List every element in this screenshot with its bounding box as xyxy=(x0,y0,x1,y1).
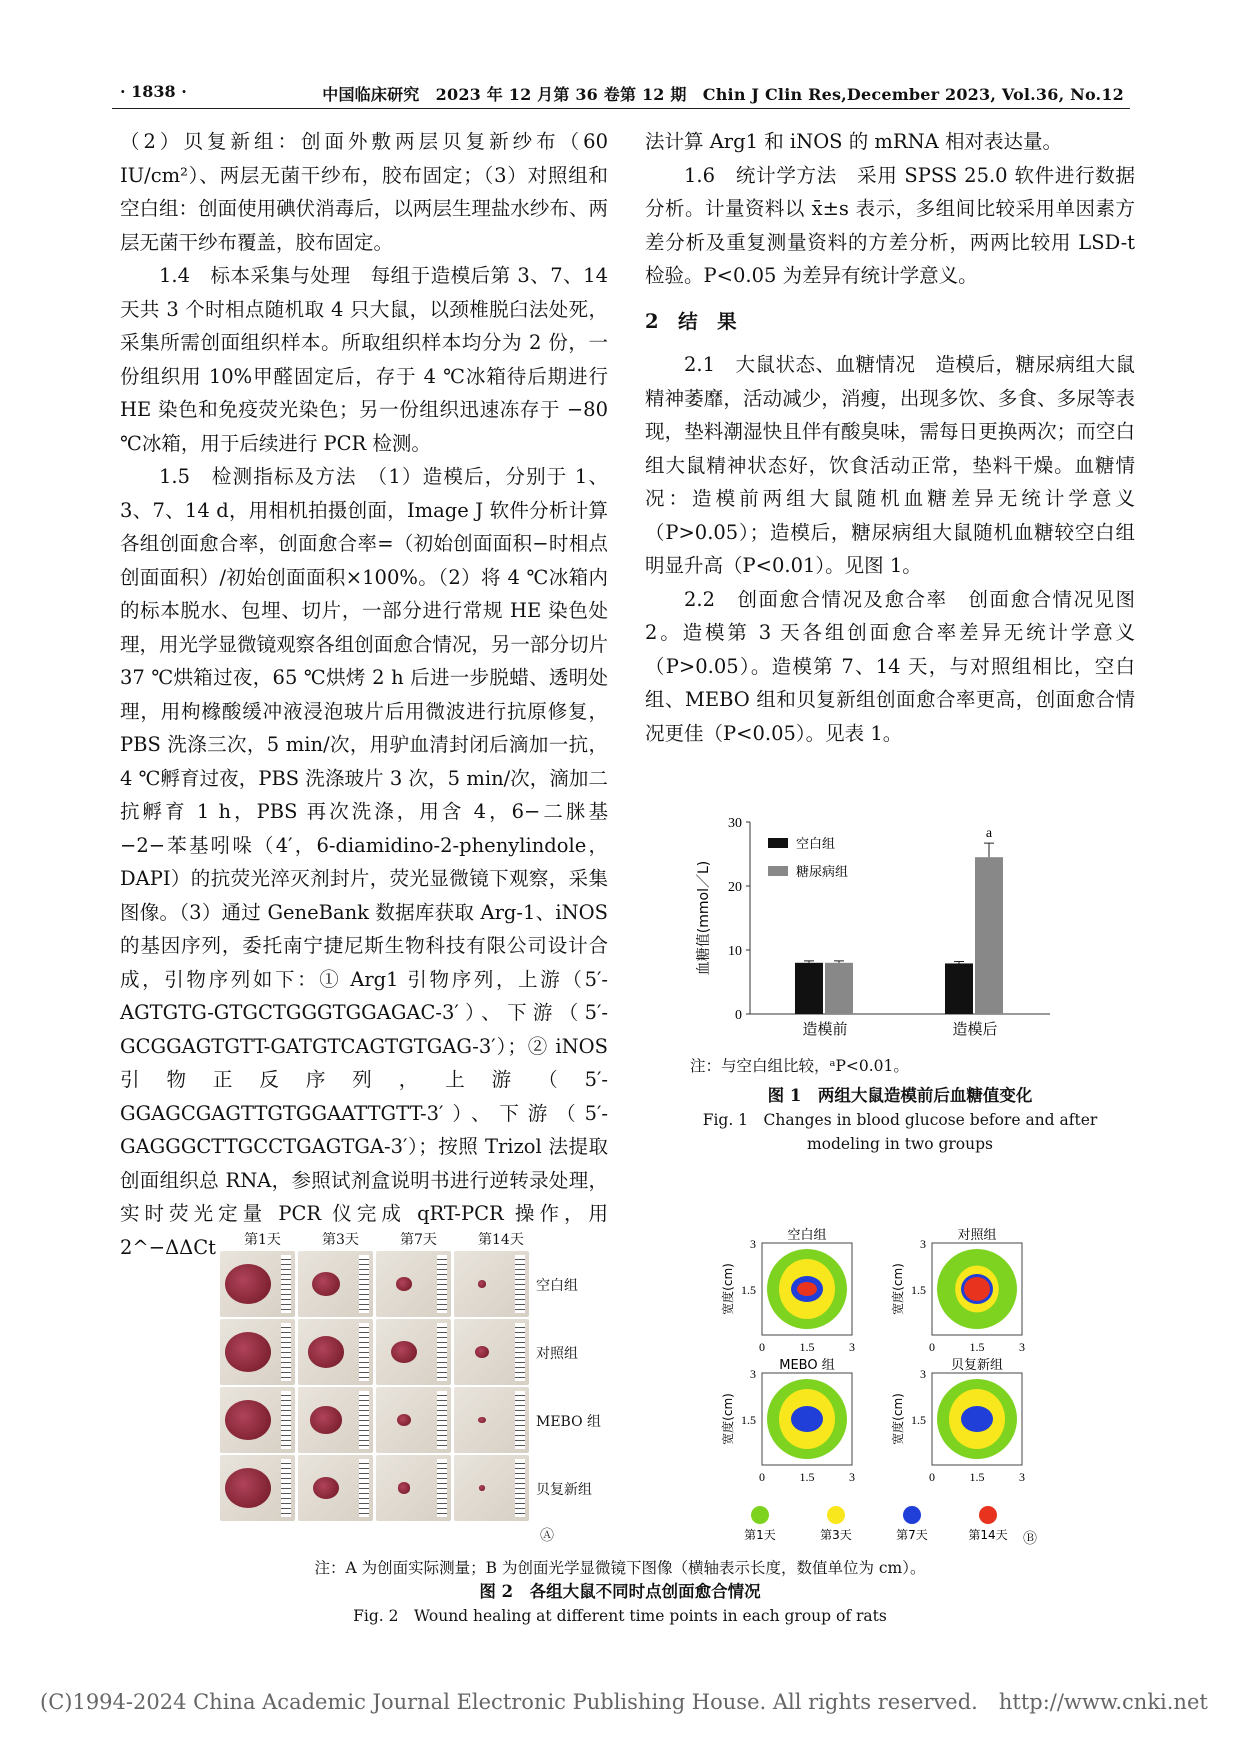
contour-plot xyxy=(890,1227,1025,1354)
ruler xyxy=(437,1323,447,1381)
wound-photo xyxy=(376,1387,451,1453)
panel-a-mark: Ⓐ xyxy=(540,1528,554,1544)
wound-area xyxy=(478,1280,486,1287)
paragraph-1-6: 1.6 统计学方法 采用 SPSS 25.0 软件进行数据分析。计量资料以 x̄±s 表示，多组间比较采用单因素方差分析及重复测量资料的方差分析，两两比较用 LSD-t 检验。P<0.05 为差异有统计学意义。 xyxy=(645,163,1135,287)
y-tick-label: 20 xyxy=(728,880,742,895)
wound-area xyxy=(479,1485,485,1491)
legend-label: 空白组 xyxy=(796,837,836,852)
plot-x-tick: 0 xyxy=(929,1470,935,1484)
paragraph-2-2: 2.2 创面愈合情况及愈合率 创面愈合情况见图 2。造模第 3 天各组创面愈合率差异无统计学意义（P>0.05）。造模第 7、14 天，与对照组相比，空白组、MEBO 组和贝复新组创面愈合率更高，创面愈合情况更佳（P<0.05）。见表 1。 xyxy=(645,587,1135,745)
wound-photo xyxy=(376,1319,451,1385)
contour-region xyxy=(791,1406,823,1432)
wound-area xyxy=(397,1414,412,1427)
fig2-caption-en: Fig. 2 Wound healing at different time points in each group of rats xyxy=(353,1607,887,1625)
wound-photo xyxy=(376,1455,451,1521)
ruler xyxy=(437,1255,447,1313)
wound-photo xyxy=(298,1455,373,1521)
plot-title: MEBO 组 xyxy=(779,1358,835,1373)
wound-photo xyxy=(454,1251,529,1317)
plot-x-tick: 1.5 xyxy=(799,1470,815,1484)
plot-y-tick: 3 xyxy=(920,1237,926,1251)
wound-area xyxy=(225,1332,271,1372)
plot-y-tick: 1.5 xyxy=(741,1283,756,1297)
wound-photo xyxy=(220,1387,295,1453)
bar xyxy=(795,963,823,1014)
paragraph-2-1: 2.1 大鼠状态、血糖情况 造模后，糖尿病组大鼠精神萎靡，活动减少，消瘦，出现多饮、多食、多尿等表现，垫料潮湿快且伴有酸臭味，需每日更换两次；而空白组大鼠精神状态好，饮食活动正常，垫料干燥。血糖情况：造模前两组大鼠随机血糖差异无统计学意义（P>0.05）；造模后，糖尿病组大鼠随机血糖较空白组明显升高（P<0.01）。见图 1。 xyxy=(645,353,1135,577)
plot-y-tick: 3 xyxy=(750,1367,756,1381)
group-row-label: MEBO 组 xyxy=(536,1414,602,1430)
ruler xyxy=(359,1323,369,1381)
wound-area xyxy=(475,1346,489,1358)
wound-area xyxy=(310,1406,341,1433)
wound-photo xyxy=(454,1387,529,1453)
panel-b-mark: Ⓑ xyxy=(1023,1531,1037,1547)
y-tick-label: 30 xyxy=(728,816,742,831)
ruler xyxy=(281,1459,291,1517)
wound-area xyxy=(313,1477,338,1499)
legend-label: 第14天 xyxy=(968,1528,1008,1542)
day-column-header: 第14天 xyxy=(478,1232,524,1248)
legend-label: 第3天 xyxy=(820,1528,852,1542)
plot-x-tick: 0 xyxy=(929,1340,935,1354)
wound-area xyxy=(225,1468,271,1508)
wound-area xyxy=(398,1482,411,1493)
group-row-label: 空白组 xyxy=(536,1278,578,1294)
paragraph-1-4: 1.4 标本采集与处理 每组于造模后第 3、7、14 天共 3 个时相点随机取 4 只大鼠，以颈椎脱臼法处死，采集所需创面组织样本。所取组织样本均分为 2 份，一份组织用 10%甲醛固定后，存于 4 ℃冰箱待后期进行 HE 染色和免疫荧光染色；另一份组织迅速冻存于 −80 ℃冰箱，用于后续进行 PCR 检测。 xyxy=(120,264,608,455)
plot-title: 贝复新组 xyxy=(950,1358,1004,1373)
ruler xyxy=(515,1391,525,1449)
wound-photo xyxy=(298,1251,373,1317)
plot-y-label: 宽度(cm) xyxy=(891,1263,905,1315)
day-column-header: 第3天 xyxy=(322,1232,359,1248)
group-row-label: 贝复新组 xyxy=(536,1482,592,1498)
x-tick-label: 造模前 xyxy=(802,1020,848,1038)
plot-x-tick: 3 xyxy=(849,1470,855,1484)
wound-area xyxy=(308,1336,345,1368)
wound-area xyxy=(478,1417,485,1423)
plot-y-tick: 1.5 xyxy=(741,1413,756,1427)
figure-2-panel-b xyxy=(700,1225,1045,1550)
legend-label: 第7天 xyxy=(896,1528,928,1542)
wound-photo xyxy=(220,1319,295,1385)
plot-x-tick: 3 xyxy=(1019,1470,1025,1484)
plot-y-label: 宽度(cm) xyxy=(721,1393,735,1445)
wound-area xyxy=(396,1277,412,1291)
plot-x-tick: 3 xyxy=(1019,1340,1025,1354)
left-column xyxy=(120,125,608,1264)
y-tick-label: 10 xyxy=(728,944,742,959)
legend-label: 第1天 xyxy=(744,1528,776,1542)
legend-label: 糖尿病组 xyxy=(796,865,849,880)
wound-area xyxy=(312,1272,341,1297)
legend-dot xyxy=(751,1506,769,1524)
ruler xyxy=(515,1323,525,1381)
plot-x-tick: 1.5 xyxy=(969,1470,985,1484)
figure-1 xyxy=(690,796,1110,1196)
ruler xyxy=(281,1391,291,1449)
wound-area xyxy=(225,1264,271,1304)
plot-title: 空白组 xyxy=(787,1228,827,1243)
legend-swatch xyxy=(768,866,788,876)
ruler xyxy=(281,1255,291,1313)
wound-photo xyxy=(220,1455,295,1521)
plot-y-tick: 3 xyxy=(920,1367,926,1381)
plot-title: 对照组 xyxy=(957,1228,997,1243)
copyright-footer: (C)1994-2024 China Academic Journal Electronic Publishing House. All rights reserved. http://www.cnki.net xyxy=(40,1690,1208,1714)
contour-plot xyxy=(720,1358,855,1484)
figure-2-panel-a xyxy=(210,1225,680,1550)
journal-running-title: 中国临床研究 2023 年 12 月第 36 卷第 12 期 Chin J Clin Res,December 2023, Vol.36, No.12 xyxy=(322,85,1124,104)
ruler xyxy=(437,1391,447,1449)
fig1-caption-en: Fig. 1 Changes in blood glucose before and after modeling in two groups xyxy=(702,1111,1098,1153)
wound-area xyxy=(225,1400,271,1440)
legend-dot xyxy=(903,1506,921,1524)
contour-region xyxy=(797,1282,817,1296)
plot-x-tick: 1.5 xyxy=(969,1340,985,1354)
y-tick-label: 0 xyxy=(735,1008,742,1023)
fig2-note: 注：A 为创面实际测量；B 为创面光学显微镜下图像（横轴表示长度，数值单位为 cm）。 xyxy=(314,1559,926,1577)
ruler xyxy=(359,1391,369,1449)
plot-y-label: 宽度(cm) xyxy=(891,1393,905,1445)
ruler xyxy=(515,1255,525,1313)
running-header xyxy=(112,78,1130,109)
legend-dot xyxy=(979,1506,997,1524)
paragraph-grouping-cont: （2）贝复新组：创面外敷两层贝复新纱布（60 IU/cm²）、两层无菌干纱布，胶布固定；（3）对照组和空白组：创面使用碘伏消毒后，以两层生理盐水纱布、两层无菌干纱布覆盖，胶布固定。 xyxy=(120,130,608,254)
plot-x-tick: 1.5 xyxy=(799,1340,815,1354)
paragraph-cont: 法计算 Arg1 和 iNOS 的 mRNA 相对表达量。 xyxy=(645,130,1062,153)
day-column-header: 第1天 xyxy=(244,1232,281,1248)
plot-y-label: 宽度(cm) xyxy=(721,1263,735,1315)
plot-x-tick: 0 xyxy=(759,1470,765,1484)
ruler xyxy=(515,1459,525,1517)
ruler xyxy=(359,1459,369,1517)
contour-region xyxy=(964,1277,990,1301)
group-row-label: 对照组 xyxy=(536,1346,578,1362)
contour-plots xyxy=(700,1225,1045,1550)
ruler xyxy=(437,1459,447,1517)
bar-chart-blood-glucose xyxy=(690,796,1110,1076)
ruler xyxy=(281,1323,291,1381)
bar xyxy=(945,963,973,1014)
legend-swatch xyxy=(768,838,788,848)
section-heading-results: 2 结 果 xyxy=(645,309,737,333)
wound-photo xyxy=(220,1251,295,1317)
plot-x-tick: 0 xyxy=(759,1340,765,1354)
contour-region xyxy=(961,1406,993,1432)
fig1-note: 注：与空白组比较，ᵃP<0.01。 xyxy=(690,1057,909,1075)
y-axis-label: 血糖值(mmol／L) xyxy=(696,860,712,976)
wound-photo xyxy=(454,1455,529,1521)
significance-mark: a xyxy=(985,826,993,842)
plot-y-tick: 1.5 xyxy=(911,1413,926,1427)
plot-y-tick: 3 xyxy=(750,1237,756,1251)
fig1-caption-cn: 图 1 两组大鼠造模前后血糖值变化 xyxy=(767,1086,1033,1105)
fig2-caption-cn: 图 2 各组大鼠不同时点创面愈合情况 xyxy=(479,1582,761,1601)
x-tick-label: 造模后 xyxy=(952,1020,998,1038)
legend-dot xyxy=(827,1506,845,1524)
bar xyxy=(975,857,1003,1014)
contour-plot xyxy=(720,1227,855,1354)
plot-x-tick: 3 xyxy=(849,1340,855,1354)
wound-photo xyxy=(376,1251,451,1317)
right-column xyxy=(645,125,1135,750)
wound-photo xyxy=(298,1319,373,1385)
wound-photo xyxy=(454,1319,529,1385)
plot-y-tick: 1.5 xyxy=(911,1283,926,1297)
contour-plot xyxy=(890,1358,1025,1484)
wound-photo xyxy=(298,1387,373,1453)
bar xyxy=(825,963,853,1014)
day-column-header: 第7天 xyxy=(400,1232,437,1248)
wound-area xyxy=(391,1341,416,1363)
ruler xyxy=(359,1255,369,1313)
paragraph-1-5: 1.5 检测指标及方法 （1）造模后，分别于 1、3、7、14 d，用相机拍摄创面，Image J 软件分析计算各组创面愈合率，创面愈合率=（初始创面面积−时相点创面面积）/初始创面面积×100%。（2）将 4 ℃冰箱内的标本脱水、包埋、切片，一部分进行常规 HE 染色处理，用光学显微镜观察各组创面愈合情况，另一部分切片 37 ℃烘箱过夜，65 ℃烘烤 2 h 后进一步脱蜡、透明处理，用枸橼酸缓冲液浸泡玻片后用微波进行抗原修复，PBS 洗涤三次，5 min/次，用驴血清封闭后滴加一抗，4 ℃孵育过夜，PBS 洗涤玻片 3 次，5 min/次，滴加二抗孵育 1 h，PBS 再次洗涤，用含 4，6−二脒基−2−苯基吲哚（4′，6-diamidino-2-phenylindole，DAPI）的抗荧光淬灭剂封片，荧光显微镜下观察，采集图像。（3）通过 GeneBank 数据库获取 Arg-1、iNOS 的基因序列，委托南宁捷尼斯生物科技有限公司设计合成，引物序列如下：① Arg1 引物序列，上游（5′-AGTGTG-GTGCTGGGTGGAGAC-3′）、下游（5′-GCGGAGTGTT-GATGTCAGTGTGAG-3′）；② iNOS 引物正反序列，上游（5′-GGAGCGAGTTGTGGAATTGTT-3′）、下游（5′-GAGGGCTTGCCTGAGTGA-3′）；按照 Trizol 法提取创面组织总 RNA，参照试剂盒说明书进行逆转录处理，实时荧光定量 PCR 仪完成 qRT-PCR 操作，用 2^−ΔΔCt xyxy=(120,465,608,1259)
page-number: · 1838 · xyxy=(120,82,187,101)
